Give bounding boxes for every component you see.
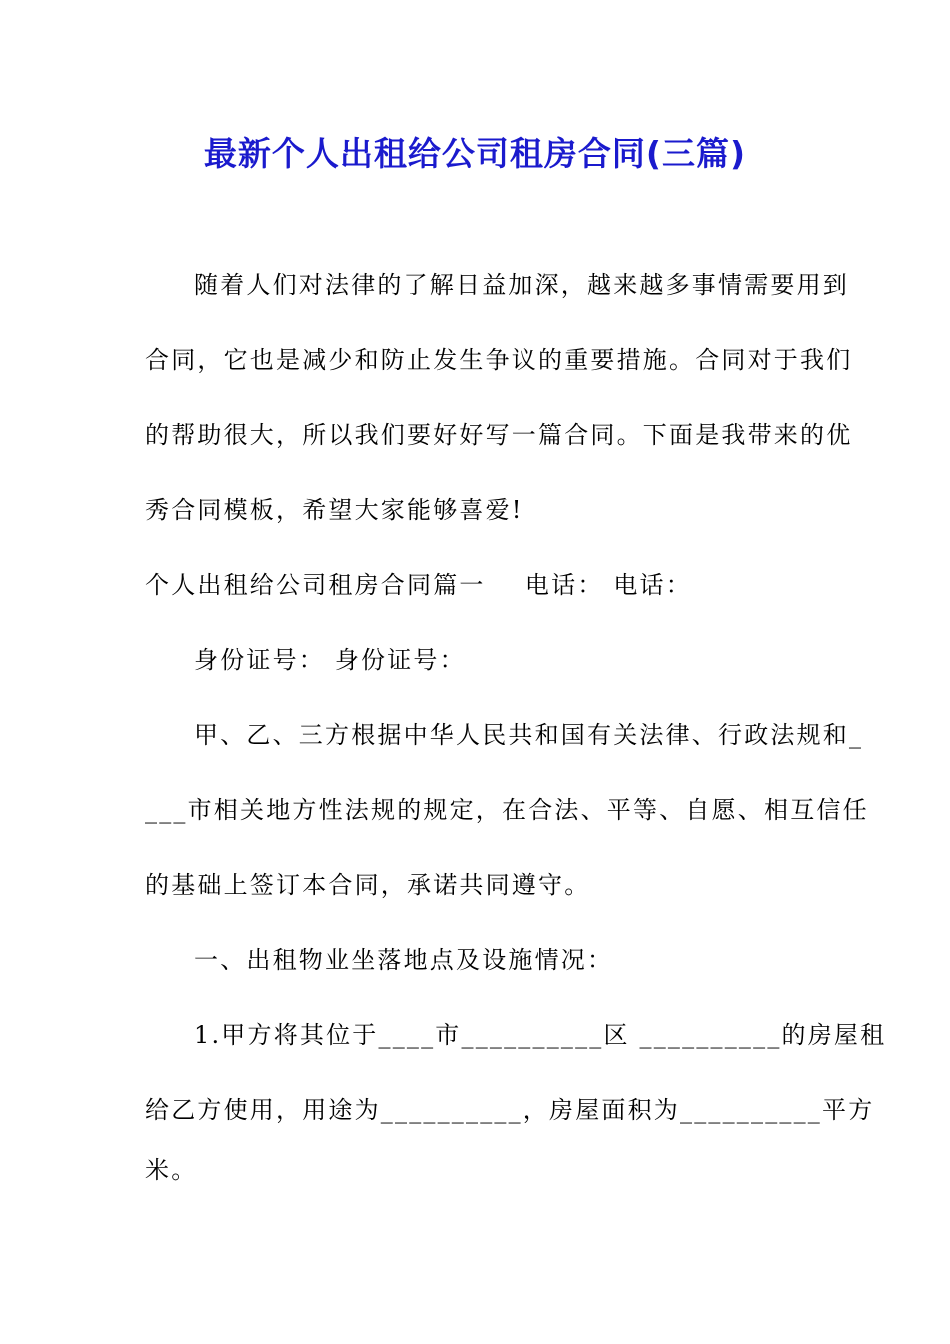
body-paragraph-intro-line-2: 合同，它也是减少和防止发生争议的重要措施。合同对于我们 bbox=[145, 346, 853, 374]
clause-1-line-2: 给乙方使用，用途为__________，房屋面积为__________平方 bbox=[145, 1096, 875, 1124]
page-title: 最新个人出租给公司租房合同(三篇) bbox=[203, 134, 747, 173]
contract-heading-phone-line: 个人出租给公司租房合同篇一 电话： 电话： bbox=[145, 571, 692, 599]
body-paragraph-parties-line-3: 的基础上签订本合同，承诺共同遵守。 bbox=[145, 871, 591, 899]
clause-1-line-1: 1.甲方将其位于____市__________区 __________的房屋租 bbox=[194, 1021, 887, 1049]
body-paragraph-parties-line-2: ___市相关地方性法规的规定，在合法、平等、自愿、相互信任 bbox=[145, 796, 869, 824]
body-paragraph-intro-line-1: 随着人们对法律的了解日益加深，越来越多事情需要用到 bbox=[194, 271, 849, 299]
body-paragraph-intro-line-3: 的帮助很大，所以我们要好好写一篇合同。下面是我带来的优 bbox=[145, 421, 853, 449]
section-heading-1: 一、出租物业坐落地点及设施情况： bbox=[194, 946, 614, 974]
id-number-line: 身份证号： 身份证号： bbox=[194, 646, 466, 674]
body-paragraph-intro-line-4: 秀合同模板，希望大家能够喜爱! bbox=[145, 496, 524, 524]
body-paragraph-parties-line-1: 甲、乙、三方根据中华人民共和国有关法律、行政法规和_ bbox=[194, 721, 864, 749]
clause-1-line-3: 米。 bbox=[145, 1156, 198, 1184]
